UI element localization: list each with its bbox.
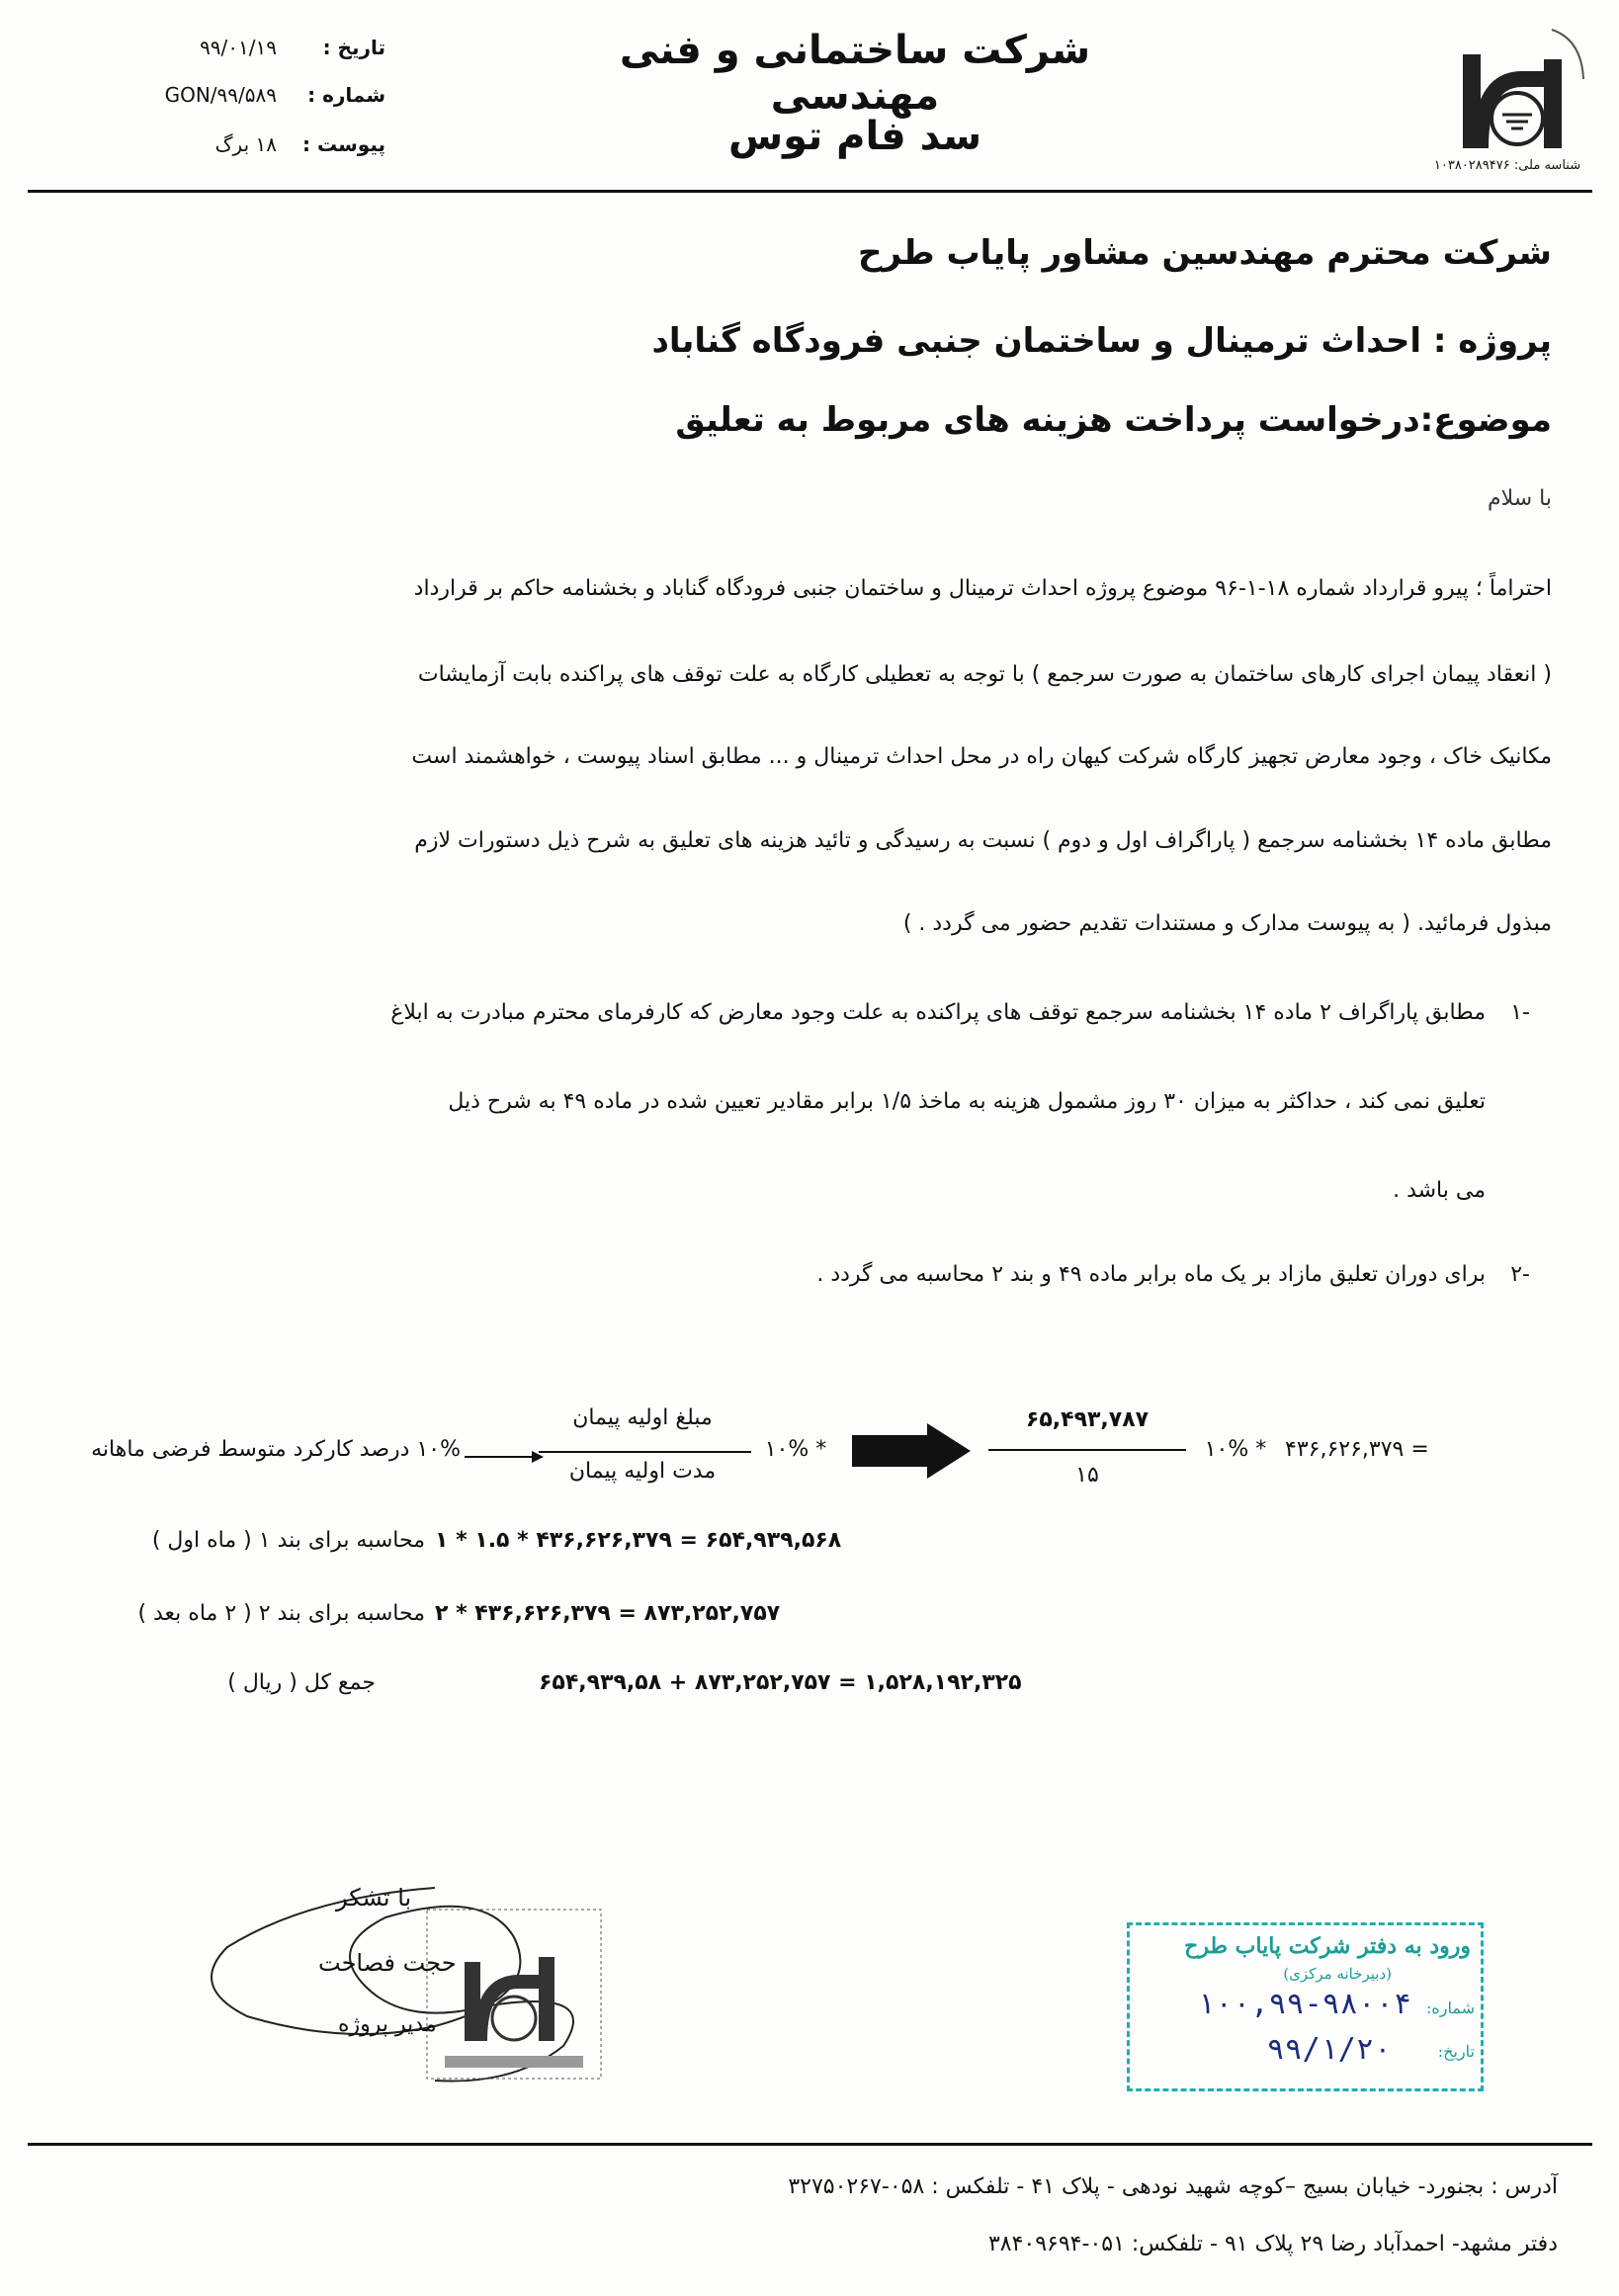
fraction-1-bar — [539, 1451, 751, 1453]
formula-arrow-small — [465, 1449, 544, 1468]
calc-row-2-expression: ۸۷۳,۲۵۲,۷۵۷ = ۴۳۶,۶۲۶,۳۷۹ * ۲ — [435, 1601, 781, 1626]
company-name-line2: سد فام توس — [727, 114, 982, 159]
logo-national-id: شناسه ملی: ۱۰۳۸۰۲۸۹۴۷۶ — [1433, 158, 1581, 173]
number-value: GON/۹۹/۵۸۹ — [164, 83, 277, 107]
company-name-line1: شرکت ساختمانی و فنی مهندسی — [619, 28, 1091, 119]
date-row — [128, 36, 385, 69]
receipt-stamp-title: ورود به دفتر شرکت پایاب طرح — [1184, 1933, 1471, 1959]
formula-arrow-big — [852, 1423, 971, 1483]
project-title: پروژه : احداث ترمینال و ساختمان جنبی فرودگاه گناباد — [651, 321, 1552, 361]
receipt-stamp-sub: (دبیرخانه مرکزی) — [1283, 1965, 1392, 1983]
greeting: با سلام — [1487, 486, 1552, 511]
receipt-stamp-date-label: تاریخ: — [1437, 2042, 1475, 2061]
item-2-line-1: برای دوران تعلیق مازاد بر یک ماه برابر ماده ۴۹ و بند ۲ محاسبه می گردد . — [816, 1262, 1486, 1287]
attachment-row — [128, 132, 385, 166]
subject: موضوع:درخواست پرداخت هزینه های مربوط به تعلیق — [675, 400, 1552, 440]
signature-role: مدیر پروژه — [338, 2012, 437, 2037]
receipt-stamp-number-value: ۱۰۰,۹۹-۹۸۰۰۴ — [1197, 1987, 1411, 2021]
formula-result: = ۴۳۶,۶۲۶,۳۷۹ — [1285, 1437, 1429, 1462]
company-logo — [1423, 20, 1591, 178]
formula-multiplier-2: * ۱۰% — [1204, 1437, 1267, 1462]
total-label: جمع کل ( ریال ) — [227, 1670, 376, 1695]
footer-address-2: دفتر مشهد- احمدآباد رضا ۲۹ پلاک ۹۱ - تلفکس: ۰۵۱-۳۸۴۰۹۶۹۴ — [987, 2232, 1558, 2256]
formula-multiplier-1: * ۱۰% — [764, 1437, 827, 1462]
total-expression: ۱,۵۲۸,۱۹۲,۳۲۵ = ۸۷۳,۲۵۲,۷۵۷ + ۶۵۴,۹۳۹,۵۸ — [539, 1670, 1022, 1695]
item-1-number: -۱ — [1510, 1000, 1530, 1025]
number-label: شماره : — [307, 83, 385, 107]
body-line-3: مکانیک خاک ، وجود معارض تجهیز کارگاه شرکت کیهان راه در محل احداث ترمینال و ... مطابق اسناد پیوست ، خواهشمند است — [411, 744, 1552, 769]
body-line-5: مبذول فرمائید. ( به پیوست مدارک و مستندات تقدیم حضور می گردد . ) — [902, 911, 1552, 936]
item-1-line-2: تعلیق نمی کند ، حداکثر به میزان ۳۰ روز مشمول هزینه به ماخذ ۱/۵ برابر مقادیر تعیین شده در ماده ۴۹ به شرح ذیل — [448, 1089, 1486, 1114]
company-seal — [425, 1908, 603, 2081]
footer-divider — [28, 2143, 1592, 2146]
item-2-number: -۲ — [1510, 1262, 1530, 1287]
addressee: شرکت محترم مهندسین مشاور پایاب طرح — [858, 233, 1552, 273]
body-line-2: ( انعقاد پیمان اجرای کارهای ساختمان به صورت سرجمع ) با توجه به تعطیلی کارگاه به علت توقف های پراکنده بابت آزمایشات — [417, 662, 1552, 687]
attachment-label: پیوست : — [301, 132, 385, 156]
formula-label: ۱۰% درصد کارکرد متوسط فرضی ماهانه — [91, 1437, 461, 1462]
footer-address-1: آدرس : بجنورد- خیابان بسیج –کوچه شهید نودهی - پلاک ۴۱ - تلفکس : ۰۵۸-۳۲۷۵۰۲۶۷ — [788, 2174, 1558, 2199]
signature-name: حجت فصاحت — [318, 1949, 457, 1977]
date-value: ۹۹/۰۱/۱۹ — [200, 36, 277, 59]
receipt-stamp — [1127, 1922, 1484, 2091]
fraction-2-bar — [988, 1449, 1186, 1451]
body-line-1: احتراماً ؛ پیرو قرارداد شماره ۱۸-۱-۹۶ موضوع پروژه احداث ترمینال و ساختمان جنبی فرودگاه گناباد و بخشنامه حاکم بر قرارداد — [413, 576, 1552, 601]
header-divider — [28, 190, 1592, 193]
attachment-value: ۱۸ برگ — [214, 132, 277, 156]
date-label: تاریخ : — [322, 36, 385, 59]
item-1-line-3: می باشد . — [1393, 1178, 1486, 1203]
fraction-2-numerator: ۶۵,۴۹۳,۷۸۷ — [1025, 1407, 1150, 1432]
signature-thanks: با تشکر — [336, 1884, 412, 1912]
item-1-line-1: مطابق پاراگراف ۲ ماده ۱۴ بخشنامه سرجمع توقف های پراکنده به علت وجود معارض که کارفرمای محترم مبادرت به ابلاغ — [390, 1000, 1486, 1025]
fraction-1-numerator: مبلغ اولیه پیمان — [572, 1405, 713, 1430]
receipt-stamp-date-value: ۹۹/۱/۲۰ — [1266, 2032, 1392, 2067]
calc-row-1-expression: ۶۵۴,۹۳۹,۵۶۸ = ۴۳۶,۶۲۶,۳۷۹ * ۱.۵ * ۱ — [435, 1528, 842, 1553]
calc-row-2-label: محاسبه برای بند ۲ ( ۲ ماه بعد ) — [137, 1601, 425, 1626]
fraction-2-denominator: ۱۵ — [1075, 1463, 1099, 1488]
body-line-4: مطابق ماده ۱۴ بخشنامه سرجمع ( پاراگراف اول و دوم ) نسبت به رسیدگی و تائید هزینه های تعلیق به شرح ذیل دستورات لازم — [414, 828, 1552, 853]
receipt-stamp-number-label: شماره: — [1425, 1998, 1475, 2017]
calc-row-1-label: محاسبه برای بند ۱ ( ماه اول ) — [151, 1528, 425, 1553]
fraction-1-denominator: مدت اولیه پیمان — [568, 1459, 717, 1484]
number-row — [128, 83, 385, 117]
